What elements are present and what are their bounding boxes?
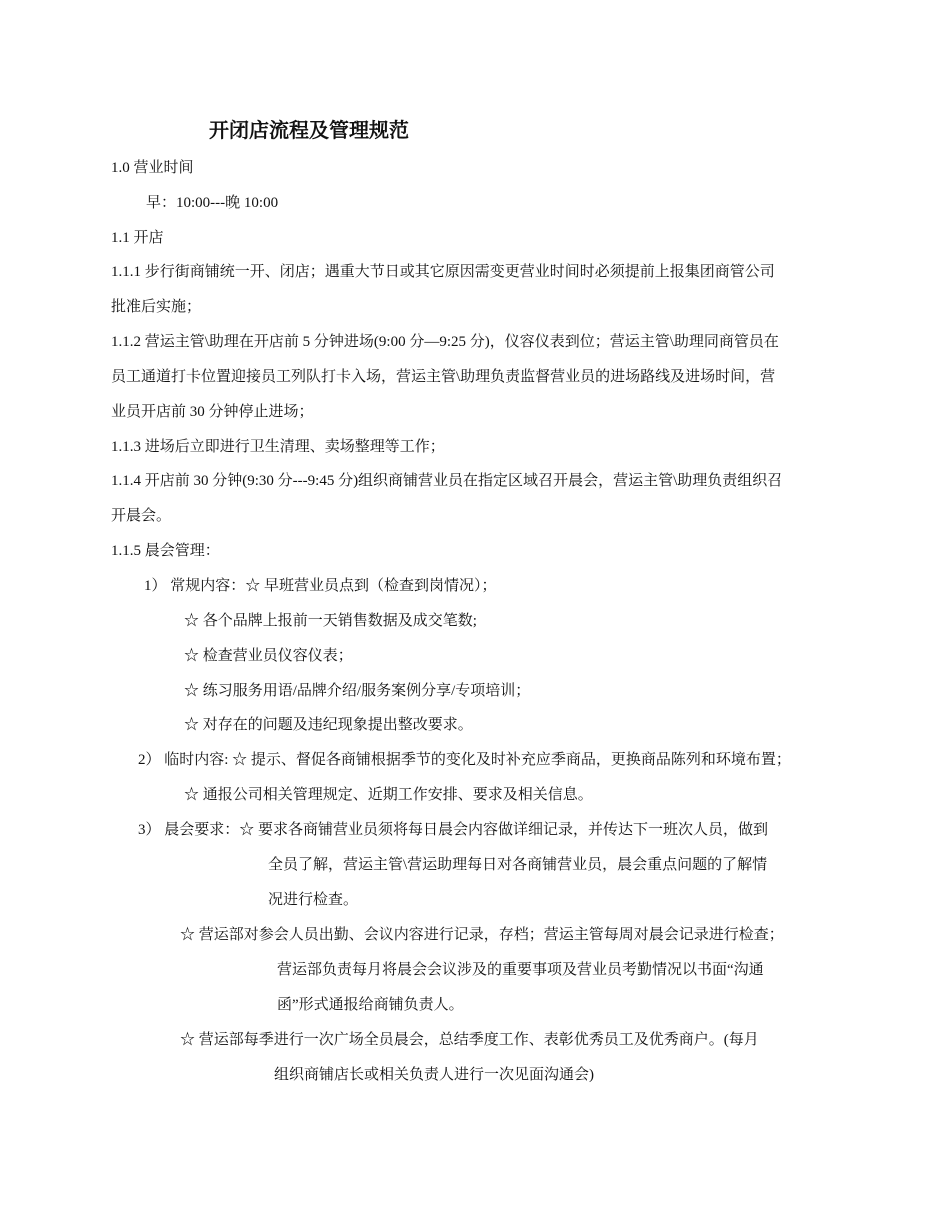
paragraph-line: 1.1.2 营运主管\助理在开店前 5 分钟进场(9:00 分—9:25 分)，仪容仪表到位；营运主管\助理同商管员在 xyxy=(111,334,779,350)
list-item: ☆ 检查营业员仪容仪表； xyxy=(184,648,353,664)
paragraph-line: 1.1.1 步行街商铺统一开、闭店；遇重大节日或其它原因需变更营业时间时必须提前上报集团商管公司 xyxy=(111,264,775,280)
paragraph-line: 业员开店前 30 分钟停止进场； xyxy=(111,404,314,420)
document-title: 开闭店流程及管理规范 xyxy=(209,118,409,142)
paragraph-line: 1.1.4 开店前 30 分钟(9:30 分---9:45 分)组织商铺营业员在指定区域召开晨会，营运主管\助理负责组织召 xyxy=(111,473,783,489)
list-item-continuation: 营运部负责每月将晨会会议涉及的重要事项及营业员考勤情况以书面“沟通 xyxy=(277,962,764,978)
list-item: 1） 常规内容：☆ 早班营业员点到（检查到岗情况）； xyxy=(144,578,497,594)
list-item: ☆ 各个品牌上报前一天销售数据及成交笔数; xyxy=(184,613,477,629)
list-item: ☆ 对存在的问题及违纪现象提出整改要求。 xyxy=(184,717,473,733)
paragraph-line: 批准后实施； xyxy=(111,299,202,315)
section-heading: 1.0 营业时间 xyxy=(111,160,194,176)
section-heading: 1.1 开店 xyxy=(111,230,164,246)
paragraph-line: 1.1.3 进场后立即进行卫生清理、卖场整理等工作； xyxy=(111,439,445,455)
list-item-continuation: 况进行检查。 xyxy=(268,892,359,908)
list-item: 2） 临时内容: ☆ 提示、督促各商铺根据季节的变化及时补充应季商品，更换商品陈列和环境布置； xyxy=(138,752,791,768)
list-item: ☆ 练习服务用语/品牌介绍/服务案例分享/专项培训； xyxy=(184,683,531,699)
section-heading: 1.1.5 晨会管理： xyxy=(111,543,220,559)
list-item-continuation: 全员了解，营运主管\营运助理每日对各商铺营业员，晨会重点问题的了解情 xyxy=(268,857,768,873)
list-item-continuation: 函”形式通报给商铺负责人。 xyxy=(277,997,464,1013)
paragraph-line: 开晨会。 xyxy=(111,508,172,524)
list-item: ☆ 营运部每季进行一次广场全员晨会，总结季度工作、表彰优秀员工及优秀商户。(每月 xyxy=(180,1032,759,1048)
list-item: ☆ 通报公司相关管理规定、近期工作安排、要求及相关信息。 xyxy=(184,787,593,803)
paragraph-line: 员工通道打卡位置迎接员工列队打卡入场，营运主管\助理负责监督营业员的进场路线及进场时间，营 xyxy=(111,369,776,385)
list-item: ☆ 营运部对参会人员出勤、会议内容进行记录，存档；营运主管每周对晨会记录进行检查； xyxy=(180,927,784,943)
list-item-continuation: 组织商铺店长或相关负责人进行一次见面沟通会) xyxy=(274,1067,594,1083)
paragraph-line: 早：10:00---晚 10:00 xyxy=(146,195,279,211)
list-item: 3） 晨会要求：☆ 要求各商铺营业员须将每日晨会内容做详细记录，并传达下一班次人员，做到 xyxy=(138,822,769,838)
